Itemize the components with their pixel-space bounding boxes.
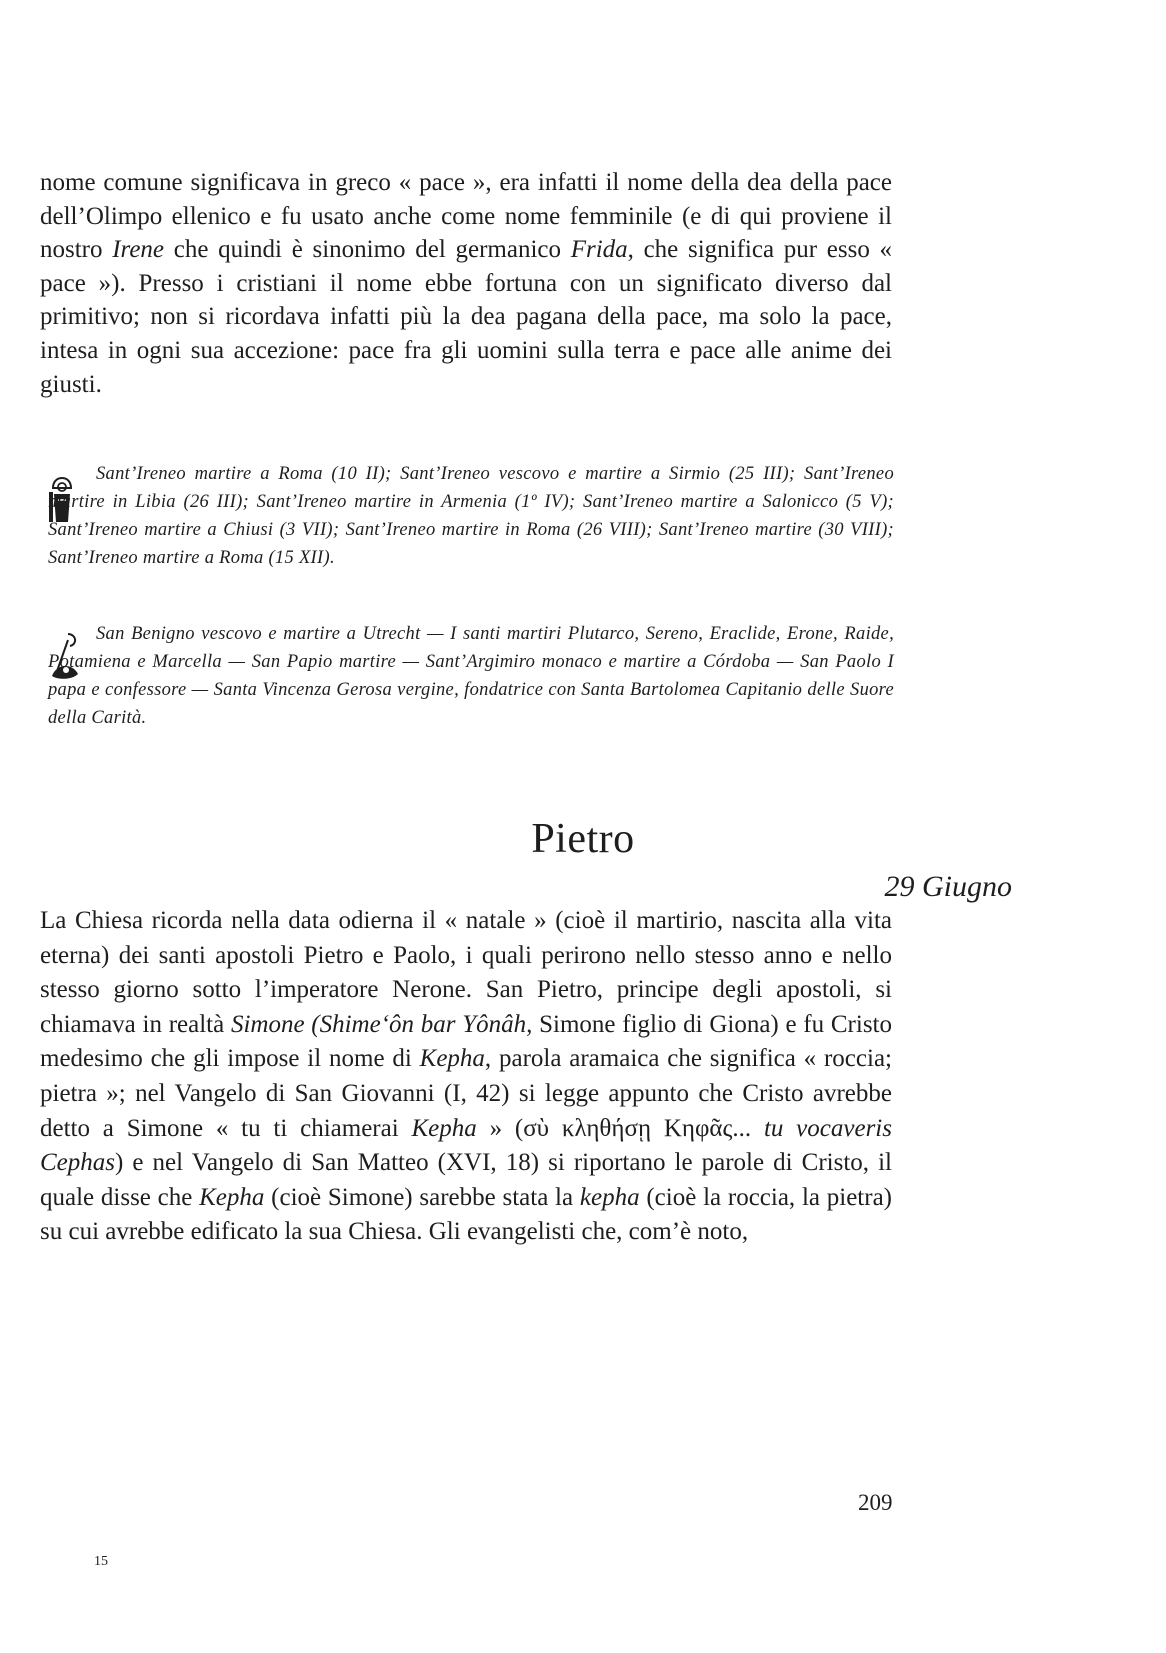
text-run-0: nome comune significava in greco « pace », era infatti il nome della dea della pace dell’Olimpo ellenico e fu usato anche come nome femminile (e di qui proviene il nostro: [40, 169, 892, 264]
italic-run-3: Kepha: [419, 1045, 485, 1073]
section-date: 29 Giugno: [884, 870, 1012, 903]
text-run-10: (cioè Simone) sarebbe stata la: [264, 1183, 580, 1211]
italic-run-1: Irene: [112, 236, 165, 264]
saints-list-ireneo: Sant’Ireneo martire a Roma (10 II); Sant’Ireneo vescovo e martire a Sirmio (25 III); Sant’Ireneo martire in Libia (26 III); Sant’Ireneo martire in Armenia (1º IV); Sant’Ireneo martire a Salonicco (5 V); Sant’Ireneo martire a Chiusi (3 VII); Sant’Ireneo martire in Roma (26 VIII); Sant’Ireneo martire (30 VIII); Sant’Ireneo martire a Roma (15 XII).: [48, 464, 894, 568]
text-run-0: La Chiesa ricorda nella data odierna il « natale » (cioè il martirio, nascita alla vita eterna) dei santi apostoli Pietro e Paolo, i quali perirono nello stesso anno e nello stesso giorno sotto l’imperatore Nerone. San Pietro, principe degli apostoli, si chiamava in realtà: [40, 907, 892, 1038]
saints-list-other: San Benigno vescovo e martire a Utrecht — I santi martiri Plutarco, Sereno, Eraclide, Erone, Raide, Potamiena e Marcella — San Papio martire — Sant’Argimiro monaco e martire a Córdoba — San Paolo I papa e confessore — Santa Vincenza Gerosa vergine, fondatrice con Santa Bartolomea Capitanio delle Suore della Carità.: [48, 624, 894, 728]
signature-mark: 15: [94, 1554, 108, 1569]
page-number: 209: [858, 1490, 893, 1515]
text-run-4: , parola aramaica che significa « roccia; pietra »; nel Vangelo di San Giovanni (I, 42) si legge appunto che Cristo avrebbe detto a Simone « tu ti chiamerai: [40, 1045, 892, 1142]
italic-run-9: Kepha: [199, 1183, 265, 1211]
paragraph-main: [40, 904, 892, 1250]
italic-run-1: Simone (Shime‘ôn bar Yônâh,: [230, 1010, 533, 1038]
text-run-4: , che significa pur esso « pace »). Presso i cristiani il nome ebbe fortuna con un significato diverso dal primitivo; non si ricordava infatti più la dea pagana della pace, ma solo la pace, intesa in ogni sua accezione: pace fra gli uomini sulla terra e pace alle anime dei giusti.: [40, 236, 893, 398]
text-run-2: che quindi è sinonimo del germanico: [164, 236, 571, 264]
italic-run-3: Frida: [570, 236, 628, 264]
italic-run-7: tu vocaveris Cephas: [40, 1114, 892, 1177]
text-run-8: ) e nel Vangelo di San Matteo (XVI, 18) si riportano le parole di Cristo, il quale disse che: [40, 1149, 892, 1211]
text-run-2: Simone figlio di Giona) e fu Cristo medesimo che gli impose il nome di: [40, 1010, 892, 1073]
section-title: Pietro: [531, 816, 635, 862]
text-run-12: (cioè la roccia, la pietra) su cui avrebbe edificato la sua Chiesa. Gli evangelisti che, com’è noto,: [40, 1183, 892, 1246]
italic-run-5: Kepha: [411, 1114, 477, 1142]
italic-run-11: kepha: [579, 1183, 640, 1211]
text-run-6: » (σὺ κληθήσῃ Κηφᾶς...: [476, 1114, 764, 1142]
paragraph-continuation: [40, 166, 892, 401]
